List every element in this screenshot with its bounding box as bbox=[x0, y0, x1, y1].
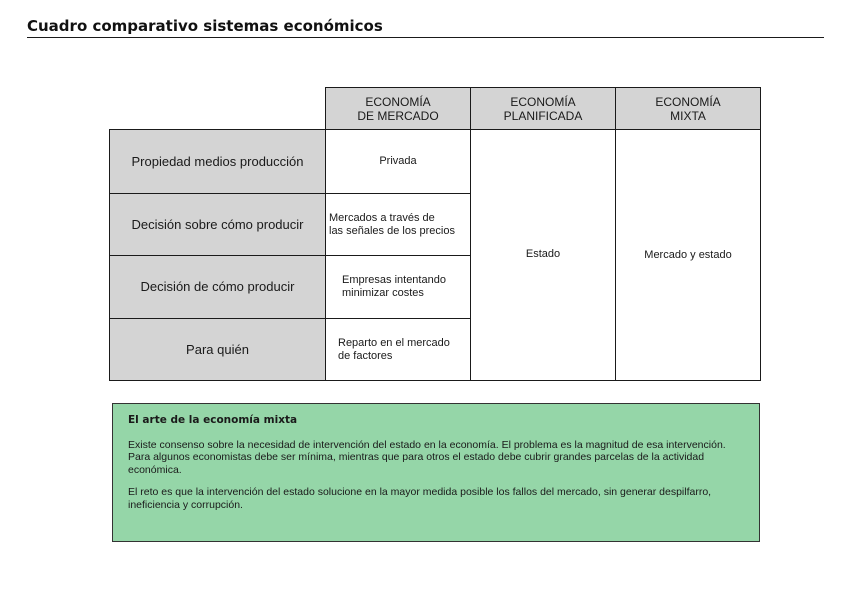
market-how-value-2: Empresas intentando minimizar costes bbox=[325, 255, 471, 319]
info-box-paragraph: Existe consenso sobre la necesidad de intervención del estado en la economía. El problema es la magnitud de esa intervención. Para algunos economistas debe ser mínima, mientras que para otros el estado debe cubrir grandes parcelas de la actividad económica. bbox=[128, 438, 726, 476]
row-header-how-to-produce: Decisión sobre cómo producir bbox=[109, 193, 326, 256]
market-ownership-value: Privada bbox=[325, 129, 471, 194]
header-mixed-economy: ECONOMÍA MIXTA bbox=[615, 87, 761, 130]
row-header-how-to-produce-2: Decisión de cómo producir bbox=[109, 255, 326, 319]
mixed-economy-info-box bbox=[112, 403, 760, 542]
header-market-economy: ECONOMÍA DE MERCADO bbox=[325, 87, 471, 130]
row-header-for-whom: Para quién bbox=[109, 318, 326, 381]
market-for-whom-value: Reparto en el mercado de factores bbox=[325, 318, 471, 381]
mixed-merged-value: Mercado y estado bbox=[615, 129, 761, 381]
header-planned-economy: ECONOMÍA PLANIFICADA bbox=[470, 87, 616, 130]
info-box-title: El arte de la economía mixta bbox=[128, 414, 298, 426]
page-title: Cuadro comparativo sistemas económicos bbox=[27, 17, 824, 38]
row-header-ownership: Propiedad medios producción bbox=[109, 129, 326, 194]
planned-merged-value: Estado bbox=[470, 129, 616, 381]
info-box-paragraph: El reto es que la intervención del estado solucione en la mayor medida posible los fallos del mercado, sin generar despilfarro, ineficiencia y corrupción. bbox=[128, 486, 712, 511]
market-how-value: Mercados a través de las señales de los precios bbox=[325, 193, 471, 256]
